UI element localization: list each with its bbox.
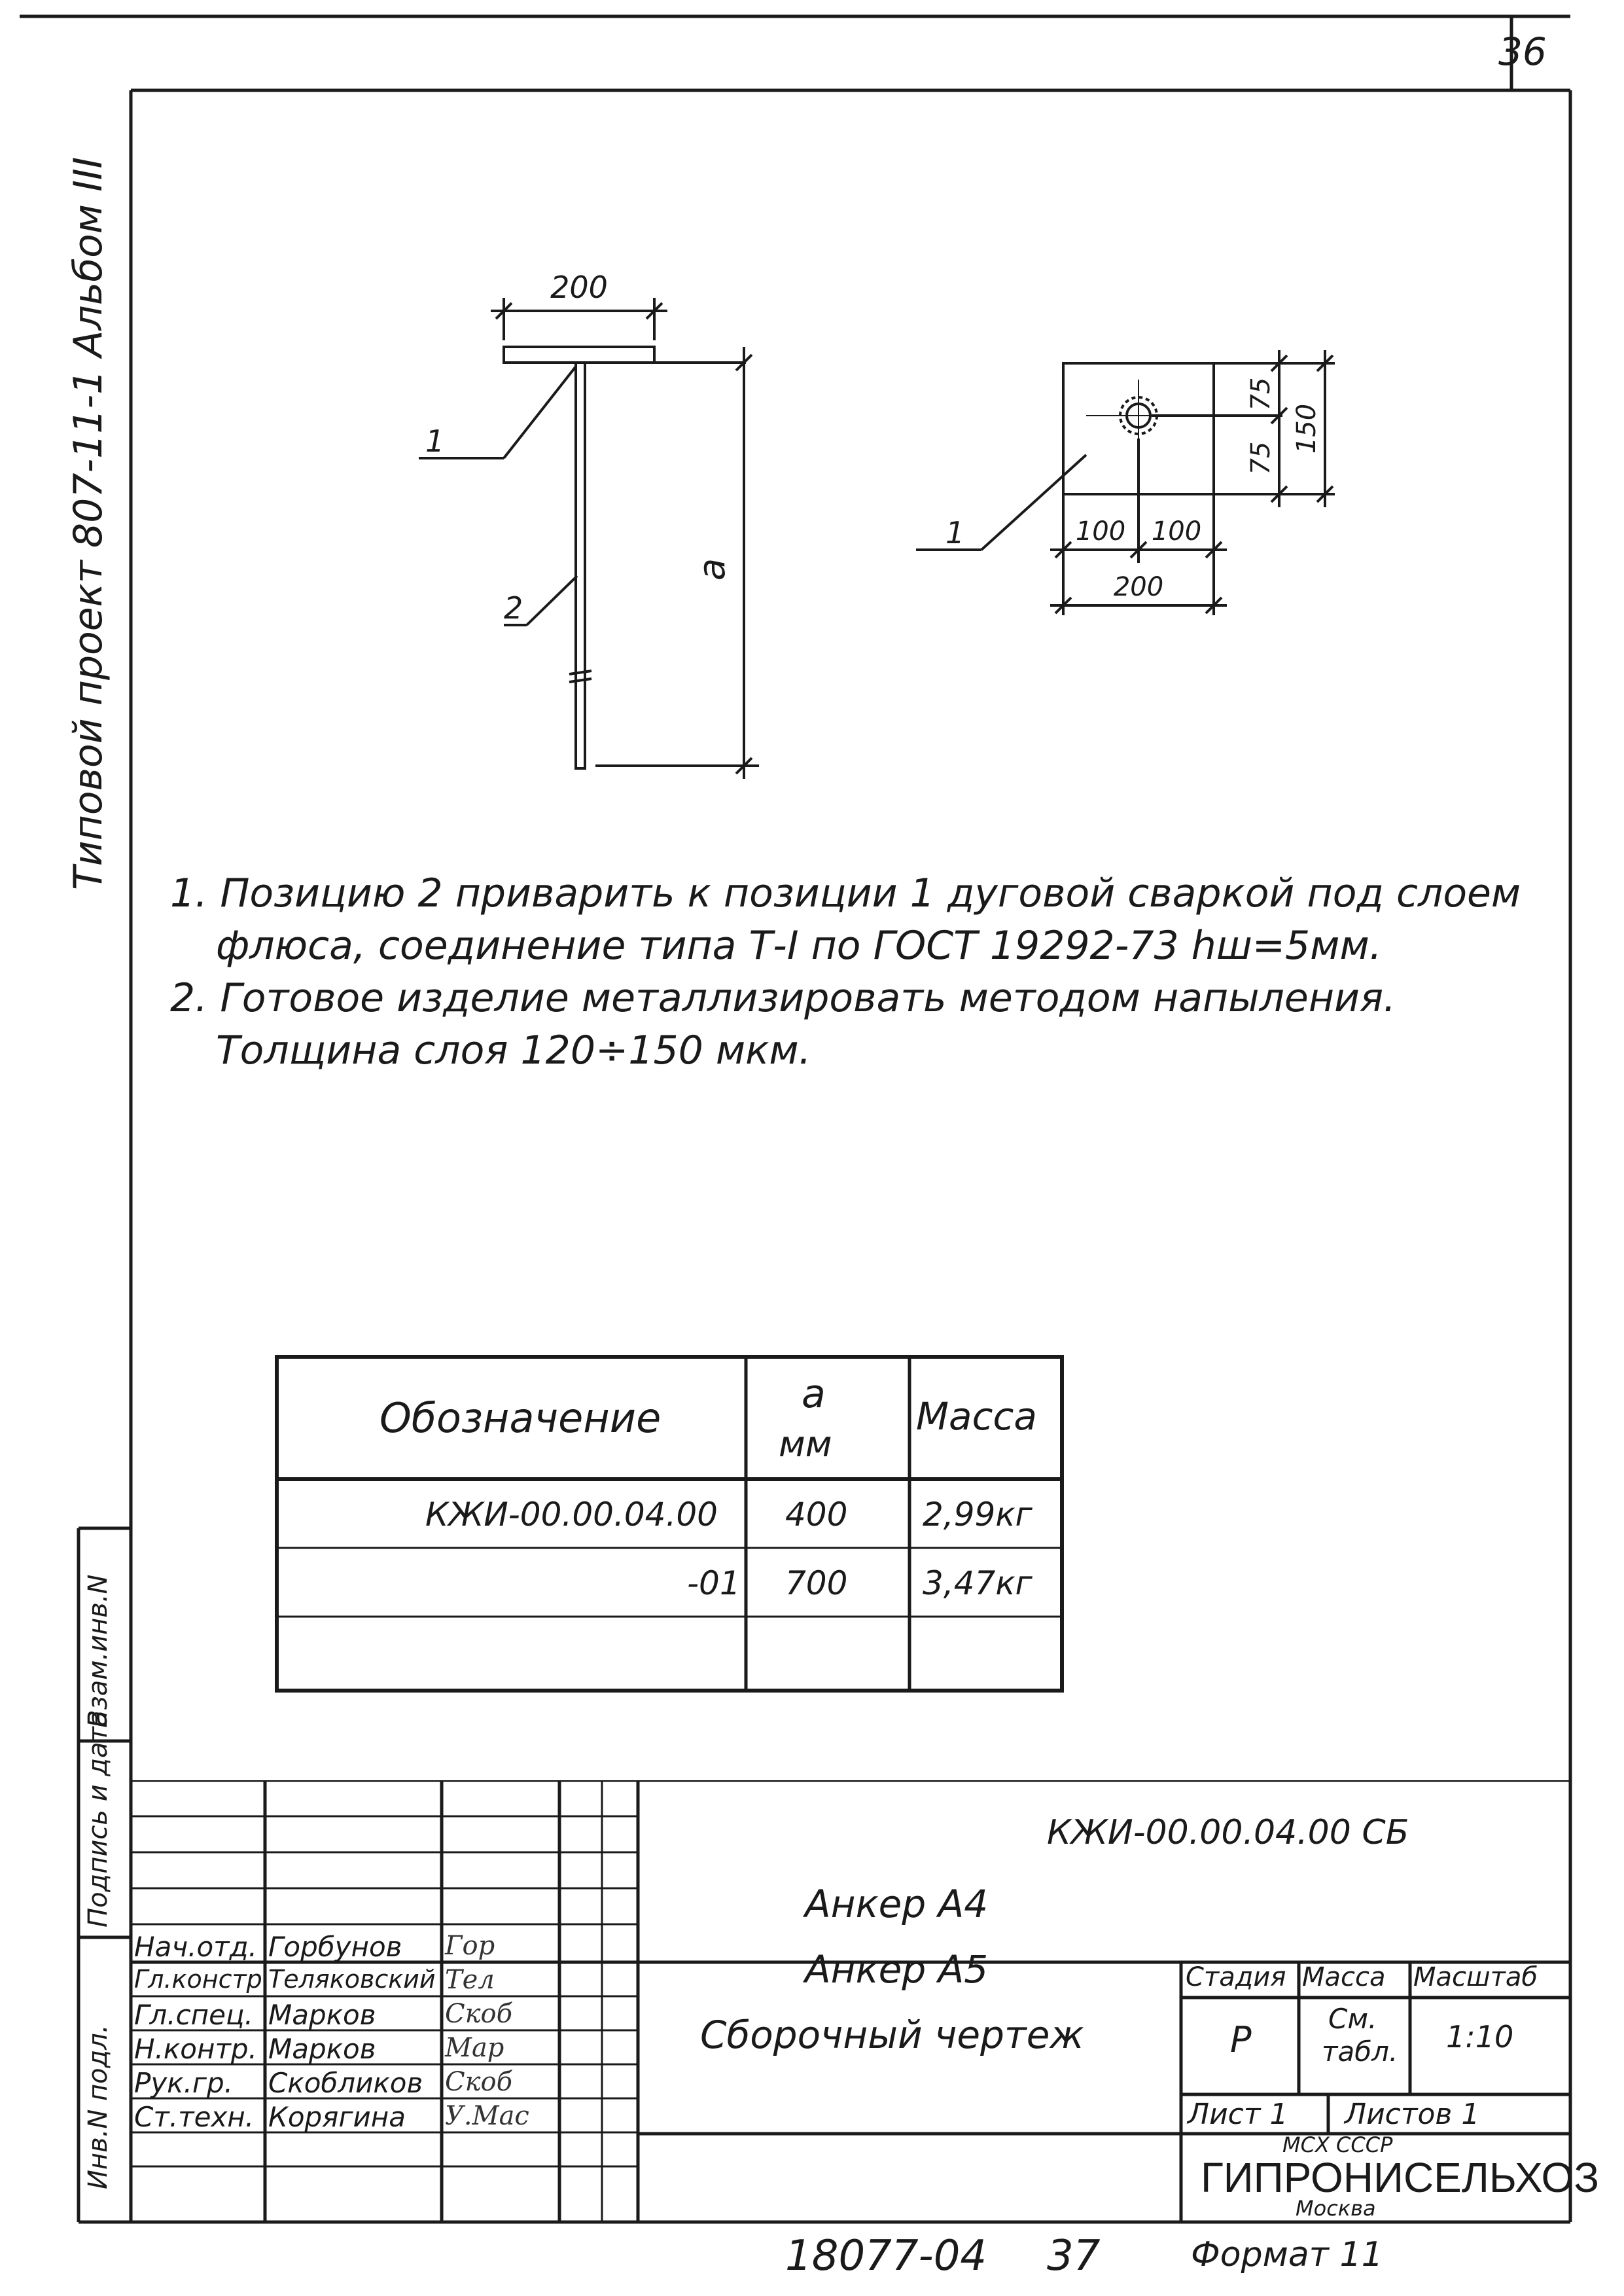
table-row-2-designation: -01 [687,1564,741,1602]
stage-label: Стадия [1186,1962,1286,1992]
mass-value-line-1: См. [1328,2003,1377,2035]
note-2-line-2: Толщина слоя 120÷150 мкм. [216,1028,811,1073]
role-chief-specialist: Гл.спец. [134,1999,253,2031]
table-row-2-a: 700 [785,1564,848,1602]
page-number: 37 [1047,2232,1101,2280]
name-head-dept: Горбунов [268,1931,402,1963]
role-norm-control: Н.контр. [134,2033,257,2065]
name-group-lead: Скобликов [268,2067,423,2099]
sheets-label: Листов 1 [1345,2098,1480,2131]
name-senior-tech: Корягина [268,2101,406,2133]
strip-label-inv-original: Инв.N подл. [83,2024,113,2189]
elevation-dim-width: 200 [550,270,608,305]
elevation-dim-height: а [691,558,733,581]
scale-label: Масштаб [1413,1962,1538,1992]
plan-dim-100-left: 100 [1075,516,1126,547]
org-name: ГИПРОНИСЕЛЬХОЗ [1201,2154,1599,2201]
plan-dim-200: 200 [1113,572,1164,602]
title-line-2: Анкер А5 [805,1947,989,1992]
signature-senior-tech: У.Мас [445,2101,529,2131]
signature-chief-specialist: Скоб [445,1999,512,2029]
table-row-1-mass: 2,99кг [923,1496,1033,1534]
org-ministry: МСХ СССР [1282,2132,1393,2157]
plan-dim-75-bottom: 75 [1246,441,1276,475]
name-norm-control: Марков [268,2033,376,2065]
elevation-pos-2: 2 [504,590,523,626]
name-chief-specialist: Марков [268,1999,376,2031]
plan-pos-1: 1 [945,515,965,550]
plate-plan-view [916,340,1400,655]
signature-norm-control: Мар [445,2033,504,2063]
title-line-1: Анкер А4 [805,1882,989,1926]
role-chief-designer: Гл.констр. [134,1965,270,1994]
mass-label: Масса [1302,1962,1386,1992]
signature-chief-designer: Тел [445,1965,495,1995]
table-header-a: а [802,1371,826,1417]
side-title: Типовой проект 807-11-1 Альбом III [65,156,111,890]
table-row-1-a: 400 [785,1496,848,1534]
sheet-number: 36 [1498,29,1547,74]
stage-value: Р [1230,2019,1252,2060]
archive-number: 18077-04 [785,2232,987,2280]
name-chief-designer: Теляковский [268,1965,436,1994]
table-row-1-designation: КЖИ-00.00.04.00 [425,1496,718,1534]
scale-value: 1:10 [1446,2019,1514,2054]
elevation-pos-1: 1 [425,423,445,459]
strip-label-signature-date: Подпись и дата [83,1710,113,1928]
doc-code: КЖИ-00.00.04.00 СБ [1047,1813,1409,1852]
anchor-elevation-view [380,249,785,798]
note-1-line-2: флюса, соединение типа Т-I по ГОСТ 19292-73 hш=5мм. [216,923,1382,969]
plan-dim-100-right: 100 [1151,516,1202,547]
format-label: Формат 11 [1191,2235,1383,2274]
plan-dim-150: 150 [1292,403,1322,454]
role-head-dept: Нач.отд. [134,1931,258,1963]
title-line-3: Сборочный чертеж [700,2013,1084,2057]
plan-dim-75-top: 75 [1246,377,1276,411]
signature-head-dept: Гор [445,1931,495,1961]
strip-label-replaced-inv: Взам.инв.N [83,1574,113,1728]
mass-value-line-2: табл. [1322,2036,1398,2068]
role-senior-tech: Ст.техн. [134,2101,255,2133]
table-header-mass: Масса [916,1394,1037,1439]
table-header-a-unit: мм [779,1424,832,1465]
role-group-lead: Рук.гр. [134,2067,233,2099]
sheet-label: Лист 1 [1188,2098,1288,2131]
note-1-line-1: 1. Позицию 2 приварить к позиции 1 дуговой сваркой под слоем [170,870,1521,916]
table-row-2-mass: 3,47кг [923,1564,1033,1602]
note-2-line-1: 2. Готовое изделие металлизировать методом напыления. [170,975,1396,1021]
org-city: Москва [1296,2196,1376,2221]
table-header-designation: Обозначение [380,1394,662,1442]
signature-group-lead: Скоб [445,2067,512,2097]
